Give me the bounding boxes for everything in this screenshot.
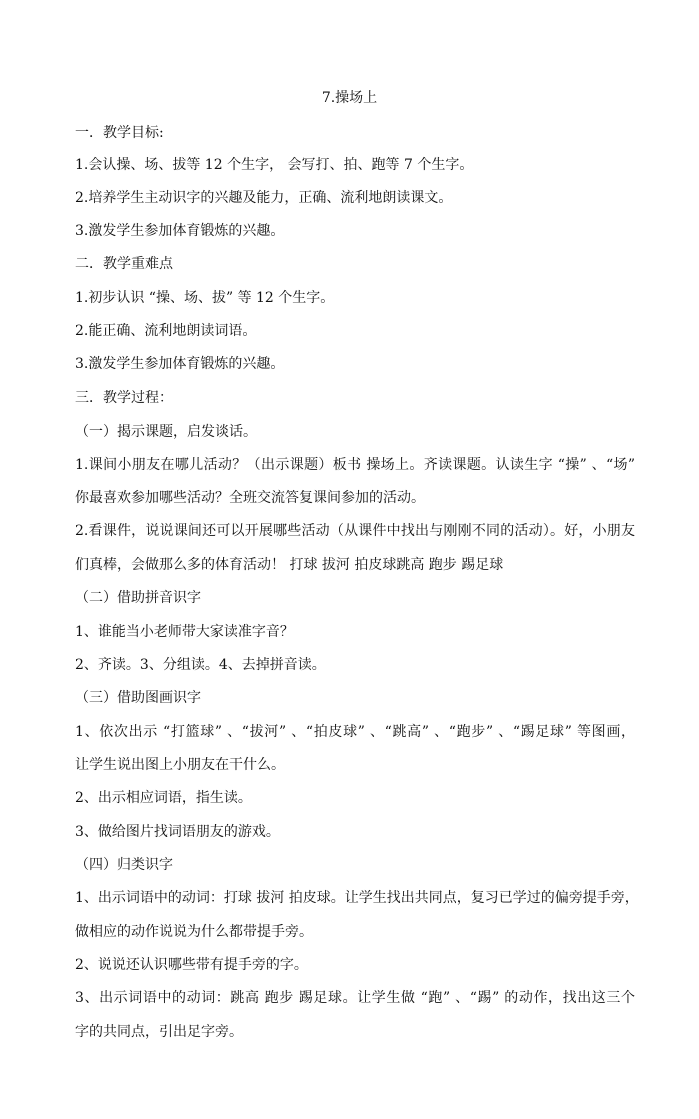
- paragraph-line: 1.课间小朋友在哪儿活动？（出示课题）板书 操场上。齐读课题。认读生字 “操” 、“场”: [75, 457, 635, 473]
- paragraph-line: 1、谁能当小老师带大家读准字音？: [75, 624, 294, 640]
- paragraph-line: 做相应的动作说说为什么都带提手旁。: [75, 924, 313, 940]
- paragraph-line: 3.激发学生参加体育锻炼的兴趣。: [75, 223, 285, 239]
- paragraph-line: 3、做给图片找词语朋友的游戏。: [75, 824, 280, 840]
- paragraph-line: 2、出示相应词语，指生读。: [75, 790, 252, 806]
- paragraph-line: 2、说说还认识哪些带有提手旁的字。: [75, 957, 308, 973]
- paragraph-line: 1、依次出示 “打篮球” 、“拔河” 、“拍皮球” 、“跳高” 、“跑步” 、“踢足球” 等图画，: [75, 724, 635, 740]
- paragraph-line: 们真棒，会做那么多的体育活动！ 打球 拔河 拍皮球跳高 跑步 踢足球: [75, 557, 504, 573]
- subheading: （四）归类识字: [75, 857, 173, 873]
- paragraph-line: 让学生说出图上小朋友在干什么。: [75, 757, 285, 773]
- subheading: （一）揭示课题，启发谈话。: [75, 424, 257, 440]
- heading-process: 三．教学过程：: [75, 390, 173, 406]
- paragraph-line: 2、齐读。3、分组读。4、去掉拼音读。: [75, 657, 326, 673]
- paragraph-line: 2.能正确、流利地朗读词语。: [75, 323, 257, 339]
- heading-objectives: 一．教学目标:: [75, 125, 164, 141]
- subheading: （三）借助图画识字: [75, 690, 201, 706]
- heading-key-points: 二．教学重难点: [75, 256, 173, 272]
- paragraph-line: 1、出示词语中的动词：打球 拔河 拍皮球。让学生找出共同点，复习已学过的偏旁提手旁，: [75, 890, 639, 906]
- subheading: （二）借助拼音识字: [75, 590, 201, 606]
- paragraph-line: 你最喜欢参加哪些活动？全班交流答复课间参加的活动。: [75, 490, 425, 506]
- paragraph-line: 1.初步认识 “操、场、拔” 等 12 个生字。: [75, 290, 335, 306]
- paragraph-line: 2.看课件，说说课间还可以开展哪些活动（从课件中找出与刚刚不同的活动）。好，小朋友: [75, 523, 635, 539]
- paragraph-line: 2.培养学生主动识字的兴趣及能力，正确、流利地朗读课文。: [75, 190, 453, 206]
- paragraph-line: 3、出示词语中的动词：跳高 跑步 踢足球。让学生做 “跑” 、“踢” 的动作，找出这三个: [75, 990, 635, 1006]
- paragraph-line: 字的共同点，引出足字旁。: [75, 1024, 243, 1040]
- paragraph-line: 3.激发学生参加体育锻炼的兴趣。: [75, 356, 285, 372]
- paragraph-line: 1.会认操、场、拔等 12 个生字， 会写打、拍、跑等 7 个生字。: [75, 157, 474, 173]
- page-title: 7.操场上: [321, 90, 378, 106]
